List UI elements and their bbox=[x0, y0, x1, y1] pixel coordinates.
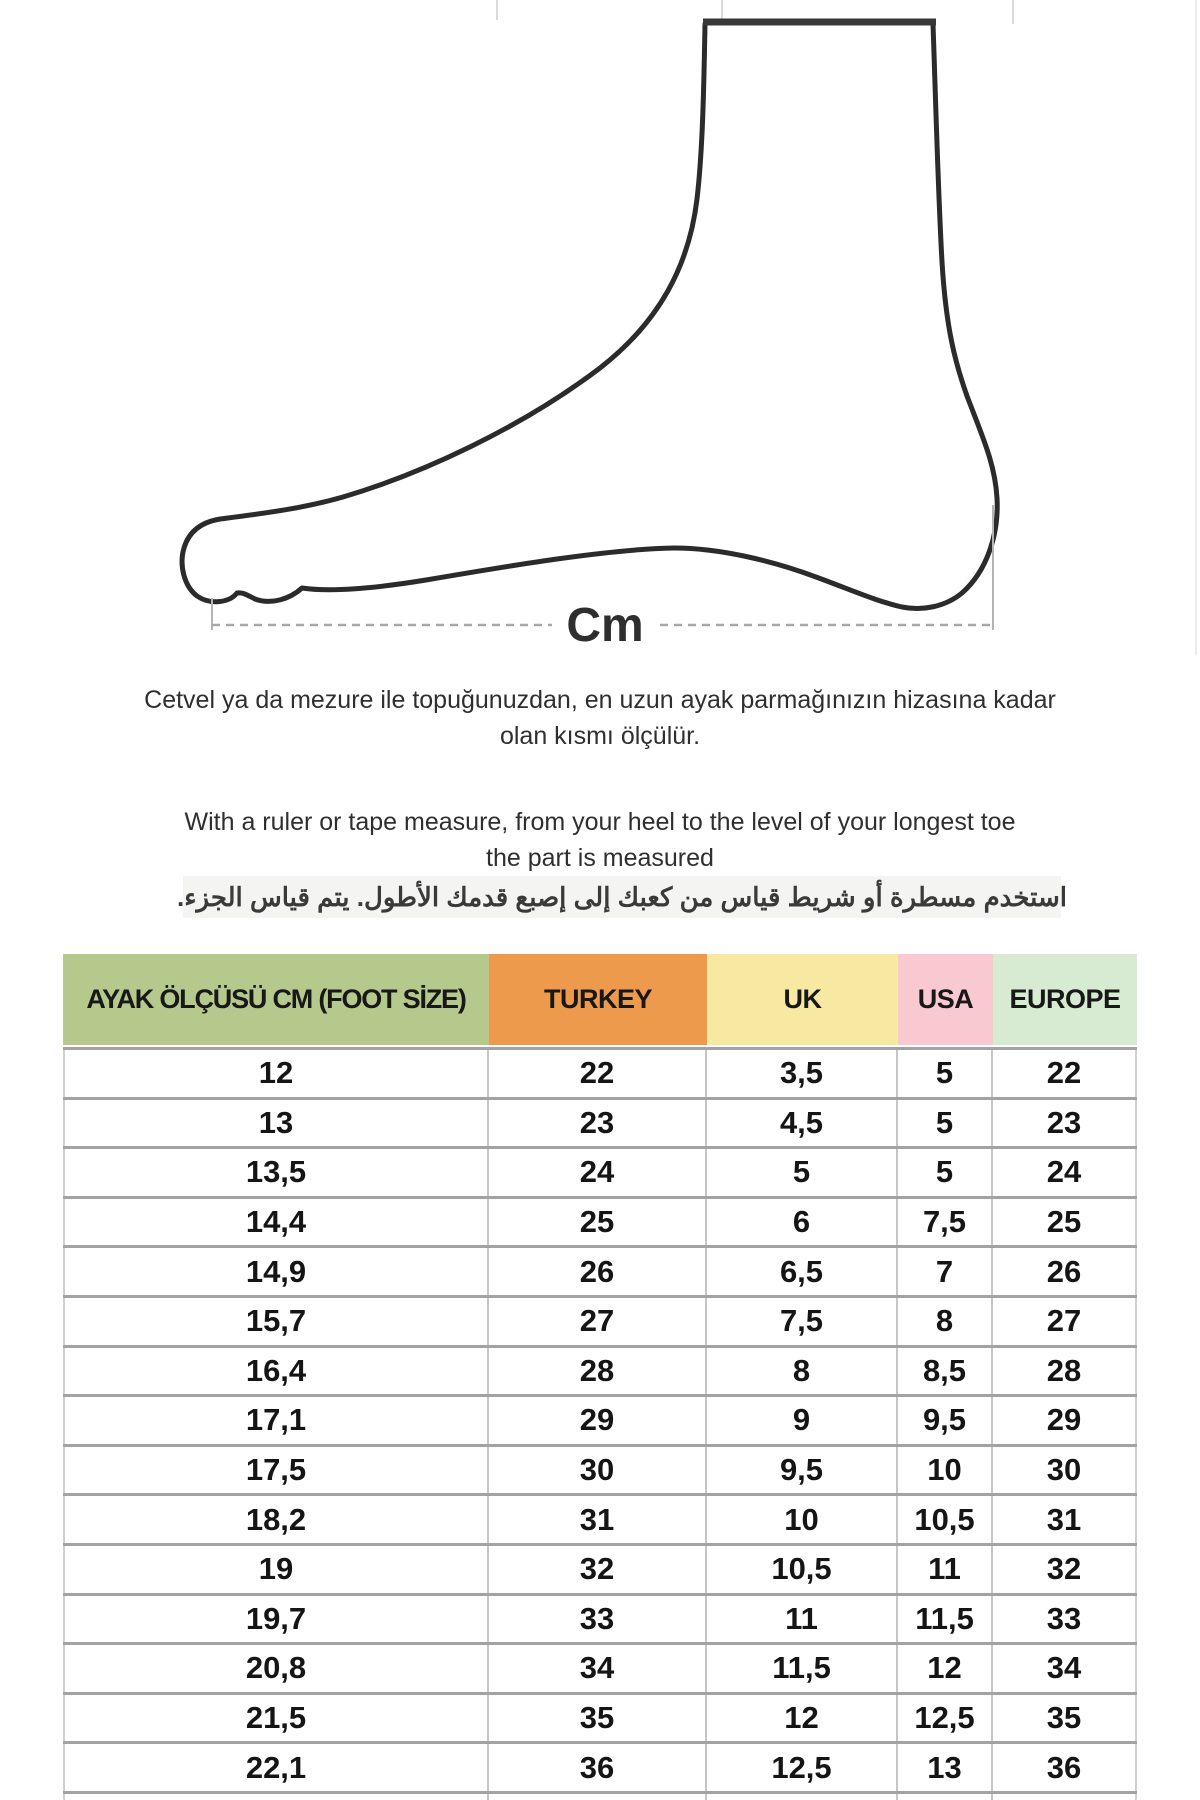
table-cell: 16,4 bbox=[63, 1348, 489, 1395]
table-cell: 10,5 bbox=[898, 1496, 993, 1543]
table-row bbox=[63, 1047, 1137, 1097]
table-cell: 24 bbox=[993, 1149, 1137, 1196]
foot-outline-path bbox=[182, 24, 997, 608]
table-row bbox=[63, 1543, 1137, 1593]
table-cell: 26 bbox=[993, 1248, 1137, 1295]
table-cell: 12,5 bbox=[898, 1695, 993, 1742]
table-row bbox=[63, 1642, 1137, 1692]
table-row bbox=[63, 1146, 1137, 1196]
table-row bbox=[63, 1394, 1137, 1444]
instruction-arabic: استخدم مسطرة أو شريط قياس من كعبك إلى إصبع قدمك الأطول. يتم قياس الجزء. bbox=[177, 881, 1067, 912]
table-cell: 12 bbox=[898, 1645, 993, 1692]
table-row-partial bbox=[63, 1791, 1137, 1800]
size-table-header-row bbox=[63, 954, 1137, 1045]
table-cell bbox=[707, 1794, 898, 1800]
table-cell: 6,5 bbox=[707, 1248, 898, 1295]
table-cell: 26 bbox=[489, 1248, 707, 1295]
cm-label: Cm bbox=[566, 599, 644, 652]
table-cell: 10 bbox=[707, 1496, 898, 1543]
table-cell: 22 bbox=[489, 1050, 707, 1097]
table-cell: 6 bbox=[707, 1199, 898, 1246]
table-cell: 30 bbox=[993, 1447, 1137, 1494]
instruction-english bbox=[0, 804, 1200, 876]
table-cell: 5 bbox=[898, 1100, 993, 1147]
table-cell: 33 bbox=[489, 1596, 707, 1643]
table-cell: 23 bbox=[993, 1100, 1137, 1147]
table-cell: 8 bbox=[707, 1348, 898, 1395]
table-cell: 29 bbox=[993, 1397, 1137, 1444]
table-row bbox=[63, 1444, 1137, 1494]
table-cell: 20,8 bbox=[63, 1645, 489, 1692]
table-cell: 13 bbox=[63, 1100, 489, 1147]
size-table-body bbox=[63, 1047, 1137, 1800]
table-row bbox=[63, 1692, 1137, 1742]
table-cell: 12 bbox=[63, 1050, 489, 1097]
table-cell: 13 bbox=[898, 1744, 993, 1791]
table-cell: 7,5 bbox=[898, 1199, 993, 1246]
table-cell: 13,5 bbox=[63, 1149, 489, 1196]
table-cell: 14,4 bbox=[63, 1199, 489, 1246]
table-cell: 35 bbox=[993, 1695, 1137, 1742]
table-row bbox=[63, 1196, 1137, 1246]
instruction-english-line1: With a ruler or tape measure, from your heel to the level of your longest toe bbox=[184, 808, 1016, 836]
table-cell: 10 bbox=[898, 1447, 993, 1494]
table-row bbox=[63, 1493, 1137, 1543]
column-header-ayak-l-s-cm-foot-si-ze: AYAK ÖLÇÜSÜ CM (FOOT SİZE) bbox=[63, 954, 489, 1045]
table-cell: 34 bbox=[993, 1645, 1137, 1692]
table-cell: 17,5 bbox=[63, 1447, 489, 1494]
table-cell: 8,5 bbox=[898, 1348, 993, 1395]
table-cell: 32 bbox=[489, 1546, 707, 1593]
table-row bbox=[63, 1097, 1137, 1147]
table-cell: 8 bbox=[898, 1298, 993, 1345]
table-row bbox=[63, 1295, 1137, 1345]
instruction-turkish-line2: olan kısmı ölçülür. bbox=[499, 722, 701, 750]
table-cell: 7,5 bbox=[707, 1298, 898, 1345]
table-cell: 3,5 bbox=[707, 1050, 898, 1097]
table-row bbox=[63, 1245, 1137, 1295]
table-cell: 35 bbox=[489, 1695, 707, 1742]
foot-outline-svg bbox=[0, 0, 1200, 660]
table-cell: 22 bbox=[993, 1050, 1137, 1097]
table-cell: 9,5 bbox=[707, 1447, 898, 1494]
table-cell: 7 bbox=[898, 1248, 993, 1295]
table-cell: 11 bbox=[707, 1596, 898, 1643]
table-cell: 27 bbox=[993, 1298, 1137, 1345]
table-cell: 9,5 bbox=[898, 1397, 993, 1444]
instruction-arabic-strip bbox=[177, 876, 1067, 918]
table-cell: 34 bbox=[489, 1645, 707, 1692]
table-cell: 5 bbox=[898, 1050, 993, 1097]
table-cell: 27 bbox=[489, 1298, 707, 1345]
table-cell: 25 bbox=[489, 1199, 707, 1246]
table-cell: 15,7 bbox=[63, 1298, 489, 1345]
instruction-turkish bbox=[0, 682, 1200, 754]
table-cell: 18,2 bbox=[63, 1496, 489, 1543]
column-header-europe: EUROPE bbox=[993, 954, 1137, 1045]
table-cell: 4,5 bbox=[707, 1100, 898, 1147]
table-cell: 33 bbox=[993, 1596, 1137, 1643]
column-header-turkey: TURKEY bbox=[489, 954, 707, 1045]
table-cell: 29 bbox=[489, 1397, 707, 1444]
column-header-uk: UK bbox=[707, 954, 898, 1045]
table-cell: 30 bbox=[489, 1447, 707, 1494]
size-conversion-table bbox=[63, 954, 1137, 1800]
table-cell: 14,9 bbox=[63, 1248, 489, 1295]
table-cell bbox=[63, 1794, 489, 1800]
table-cell: 10,5 bbox=[707, 1546, 898, 1593]
table-row bbox=[63, 1741, 1137, 1791]
table-cell: 5 bbox=[898, 1149, 993, 1196]
table-cell: 32 bbox=[993, 1546, 1137, 1593]
table-cell: 31 bbox=[993, 1496, 1137, 1543]
table-cell: 11 bbox=[898, 1546, 993, 1593]
table-cell: 5 bbox=[707, 1149, 898, 1196]
table-cell: 11,5 bbox=[898, 1596, 993, 1643]
table-cell bbox=[993, 1794, 1137, 1800]
table-cell: 28 bbox=[993, 1348, 1137, 1395]
table-cell bbox=[898, 1794, 993, 1800]
table-cell: 25 bbox=[993, 1199, 1137, 1246]
foot-measurement-figure bbox=[0, 0, 1200, 660]
table-cell: 12,5 bbox=[707, 1744, 898, 1791]
table-cell: 19,7 bbox=[63, 1596, 489, 1643]
table-cell: 36 bbox=[993, 1744, 1137, 1791]
table-cell: 36 bbox=[489, 1744, 707, 1791]
table-cell: 31 bbox=[489, 1496, 707, 1543]
table-row bbox=[63, 1345, 1137, 1395]
column-header-usa: USA bbox=[898, 954, 993, 1045]
table-cell: 19 bbox=[63, 1546, 489, 1593]
table-cell: 24 bbox=[489, 1149, 707, 1196]
table-cell: 11,5 bbox=[707, 1645, 898, 1692]
table-cell bbox=[489, 1794, 707, 1800]
instruction-english-line2: the part is measured bbox=[486, 844, 714, 872]
table-cell: 21,5 bbox=[63, 1695, 489, 1742]
table-row bbox=[63, 1593, 1137, 1643]
table-cell: 12 bbox=[707, 1695, 898, 1742]
table-cell: 17,1 bbox=[63, 1397, 489, 1444]
instruction-turkish-line1: Cetvel ya da mezure ile topuğunuzdan, en uzun ayak parmağınızın hizasına kadar bbox=[144, 686, 1056, 714]
table-cell: 23 bbox=[489, 1100, 707, 1147]
table-cell: 22,1 bbox=[63, 1744, 489, 1791]
table-cell: 9 bbox=[707, 1397, 898, 1444]
table-cell: 28 bbox=[489, 1348, 707, 1395]
